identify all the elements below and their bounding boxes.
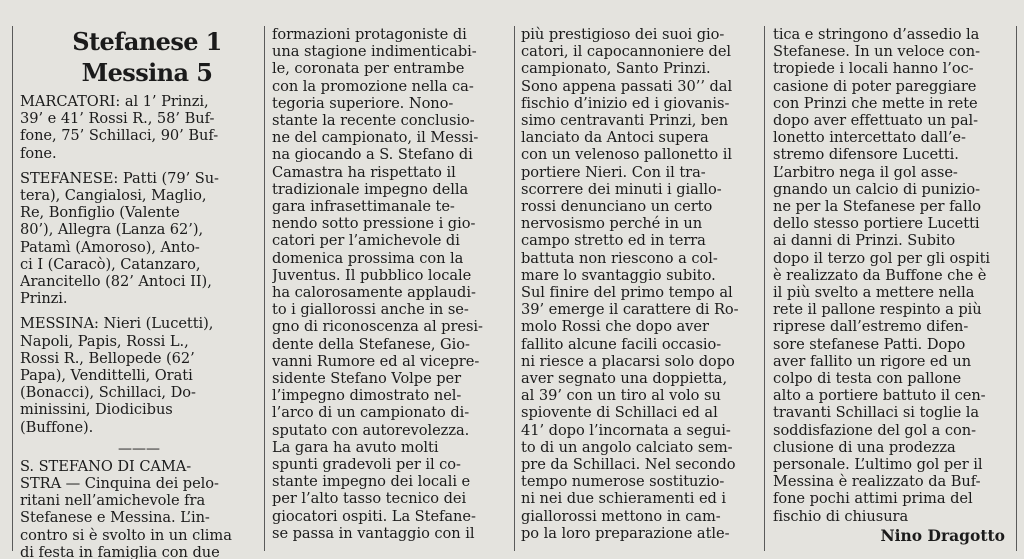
- author-signature: Nino Dragotto: [880, 525, 1005, 545]
- text-line: Stefanese. In un veloce con-: [773, 43, 980, 61]
- article-column-3: [521, 26, 757, 559]
- text-line: travanti Schillaci si toglie la: [773, 404, 980, 422]
- text-line: formazioni protagoniste di: [272, 26, 467, 43]
- text-line: aver segnato una doppietta,: [521, 370, 728, 388]
- text-line: L’arbitro nega il gol asse-: [773, 163, 958, 181]
- column-rule: [764, 26, 765, 551]
- text-line: fone pochi attimi prima del: [773, 490, 973, 508]
- text-line: STEFANESE: Patti (79’ Su-: [20, 169, 219, 187]
- text-line: tera), Cangialosi, Maglio,: [20, 187, 207, 205]
- text-line: per l’alto tasso tecnico dei: [272, 490, 467, 508]
- text-line: dello stesso portiere Lucetti: [773, 215, 980, 233]
- text-line: gara infrasettimanale te-: [272, 198, 455, 216]
- text-line: soddisfazione del gol a con-: [773, 421, 976, 439]
- text-line: tempo numerose sostituzio-: [521, 473, 725, 491]
- text-line: rossi denunciano un certo: [521, 198, 713, 216]
- text-line: di festa in famiglia con due: [20, 543, 220, 559]
- text-line: contro si è svolto in un clima: [20, 526, 232, 544]
- text-line: ha calorosamente applaudi-: [272, 284, 476, 302]
- text-line: portiere Nieri. Con il tra-: [521, 163, 706, 181]
- text-line: vanni Rumore ed al vicepre-: [272, 352, 480, 370]
- text-line: gno di riconoscenza al presi-: [272, 318, 483, 336]
- text-line: ne per la Stefanese per fallo: [773, 198, 982, 216]
- text-line: Prinzi.: [20, 290, 68, 308]
- text-line: (Bonacci), Schillaci, Do-: [20, 384, 196, 402]
- text-line: nervosismo perché in un: [521, 215, 703, 233]
- text-line: stante impegno dei locali e: [272, 473, 471, 491]
- text-line: nendo sotto pressione i gio-: [272, 215, 476, 233]
- text-line: scorrere dei minuti i giallo-: [521, 180, 722, 198]
- text-line: sidente Stefano Volpe per: [272, 370, 462, 388]
- text-line: Napoli, Papis, Rossi L.,: [20, 332, 189, 350]
- text-line: 80’), Allegra (Lanza 62’),: [20, 221, 204, 239]
- text-line: MARCATORI: al 1’ Prinzi,: [20, 93, 209, 110]
- headline: [20, 26, 258, 88]
- text-line: le, coronata per entrambe: [272, 60, 465, 78]
- text-line: campo stretto ed in terra: [521, 232, 706, 250]
- text-line: mare lo svantaggio subito.: [521, 266, 716, 284]
- text-line: Messina è realizzato da Buf-: [773, 473, 981, 491]
- text-line: sore stefanese Patti. Dopo: [773, 335, 966, 353]
- text-line: spunti gradevoli per il co-: [272, 456, 461, 474]
- text-line: La gara ha avuto molti: [272, 438, 439, 456]
- text-line: Juventus. Il pubblico locale: [272, 266, 472, 284]
- text-line: è realizzato da Buffone che è: [773, 266, 987, 284]
- text-line: Sul finire del primo tempo al: [521, 284, 733, 302]
- text-line: sputato con autorevolezza.: [272, 421, 470, 439]
- column-2-body: [272, 26, 509, 542]
- text-line: stante la recente conclusio-: [272, 112, 475, 130]
- text-line: dopo aver effettuato un pal-: [773, 112, 978, 130]
- text-line: lonetto intercettato dall’e-: [773, 129, 966, 147]
- text-line: ai danni di Prinzi. Subito: [773, 232, 956, 250]
- text-line: ni nei due schieramenti ed i: [521, 490, 727, 508]
- text-line: una stagione indimenticabi-: [272, 43, 477, 61]
- text-line: Patamì (Amoroso), Anto-: [20, 238, 200, 256]
- text-line: se passa in vantaggio con il: [272, 524, 475, 542]
- text-line: po la loro preparazione atle-: [521, 524, 730, 542]
- text-line: simo centravanti Prinzi, ben: [521, 112, 729, 130]
- text-line: aver fallito un rigore ed un: [773, 352, 972, 370]
- text-line: dopo il terzo gol per gli ospiti: [773, 249, 991, 267]
- text-line: (Buffone).: [20, 418, 94, 436]
- article-column-2: [272, 26, 509, 559]
- text-line: MESSINA: Nieri (Lucetti),: [20, 315, 214, 333]
- text-line: colpo di testa con pallone: [773, 370, 962, 388]
- column-1-body: [20, 93, 258, 559]
- text-line: battuta non riescono a col-: [521, 249, 718, 267]
- text-line: riprese dall’estremo difen-: [773, 318, 969, 336]
- text-line: al 39’ con un tiro al volo su: [521, 387, 721, 405]
- text-line: catori, il capocannoniere del: [521, 43, 732, 61]
- headline-away-score: Messina 5: [81, 58, 213, 87]
- text-line: il più svelto a mettere nella: [773, 284, 975, 302]
- text-line: STRA — Cinquina dei pelo-: [20, 475, 219, 493]
- text-line: tropiede i locali hanno l’oc-: [773, 60, 974, 78]
- text-line: Camastra ha rispettato il: [272, 163, 456, 181]
- text-line: l’arco di un campionato di-: [272, 404, 470, 422]
- article-column-4: [773, 26, 1009, 559]
- column-rule: [514, 26, 515, 551]
- text-line: clusione di una prodezza: [773, 438, 956, 456]
- text-line: na giocando a S. Stefano di: [272, 146, 473, 164]
- text-line: tegoria superiore. Nono-: [272, 94, 454, 112]
- text-line: dente della Stefanese, Gio-: [272, 335, 470, 353]
- text-line: to di un angolo calciato sem-: [521, 438, 733, 456]
- column-4-body: [773, 26, 1009, 525]
- text-line: stremo difensore Lucetti.: [773, 146, 959, 164]
- text-line: personale. L’ultimo gol per il: [773, 456, 983, 474]
- text-line: fallito alcune facili occasio-: [521, 335, 722, 353]
- text-line: campionato, Santo Prinzi.: [521, 60, 711, 78]
- text-line: ritani nell’amichevole fra: [20, 492, 206, 510]
- text-line: tradizionale impegno della: [272, 180, 469, 198]
- headline-home-score: Stefanese 1: [72, 27, 222, 56]
- text-line: giocatori ospiti. La Stefane-: [272, 507, 476, 525]
- text-line: fone.: [20, 144, 57, 162]
- text-line: Rossi R., Bellopede (62’: [20, 349, 195, 367]
- text-line: Papa), Vendittelli, Orati: [20, 367, 193, 385]
- text-line: rete il pallone respinto a più: [773, 301, 982, 319]
- column-3-body: [521, 26, 757, 542]
- text-line: catori per l’amichevole di: [272, 232, 460, 250]
- text-line: con un velenoso pallonetto il: [521, 146, 732, 164]
- section-separator: ———: [118, 440, 160, 457]
- text-line: fone, 75’ Schillaci, 90’ Buf-: [20, 127, 219, 145]
- text-line: Re, Bonfiglio (Valente: [20, 204, 180, 222]
- text-line: to i giallorossi anche in se-: [272, 301, 469, 319]
- text-line: Arancitello (82’ Antoci II),: [20, 273, 212, 291]
- text-line: Stefanese e Messina. L’in-: [20, 509, 210, 527]
- text-line: casione di poter pareggiare: [773, 77, 977, 95]
- text-line: fischio d’inizio ed i giovanis-: [521, 94, 730, 112]
- text-line: con Prinzi che mette in rete: [773, 94, 978, 112]
- article-column-1: [20, 26, 258, 559]
- column-rule: [264, 26, 265, 551]
- text-line: minissini, Diodicibus: [20, 401, 173, 419]
- text-line: ne del campionato, il Messi-: [272, 129, 479, 147]
- text-line: domenica prossima con la: [272, 249, 464, 267]
- text-line: gnando un calcio di punizio-: [773, 180, 980, 198]
- text-line: spiovente di Schillaci ed al: [521, 404, 718, 422]
- text-line: 39’ emerge il carattere di Ro-: [521, 301, 739, 319]
- column-rule: [1016, 26, 1017, 551]
- text-line: pre da Schillaci. Nel secondo: [521, 456, 736, 474]
- text-line: 41’ dopo l’incornata a segui-: [521, 421, 731, 439]
- text-line: alto a portiere battuto il cen-: [773, 387, 986, 405]
- column-rule: [12, 26, 13, 551]
- text-line: molo Rossi che dopo aver: [521, 318, 709, 336]
- text-line: con la promozione nella ca-: [272, 77, 474, 95]
- text-line: Sono appena passati 30’’ dal: [521, 77, 733, 95]
- text-line: lanciato da Antoci supera: [521, 129, 709, 147]
- text-line: più prestigioso dei suoi gio-: [521, 26, 725, 43]
- text-line: fischio di chiusura: [773, 507, 909, 525]
- text-line: ci I (Caracò), Catanzaro,: [20, 255, 201, 273]
- text-line: 39’ e 41’ Rossi R., 58’ Buf-: [20, 110, 215, 128]
- text-line: giallorossi mettono in cam-: [521, 507, 721, 525]
- text-line: l’impegno dimostrato nel-: [272, 387, 462, 405]
- text-line: ni riesce a placarsi solo dopo: [521, 352, 735, 370]
- text-line: S. STEFANO DI CAMA-: [20, 457, 192, 475]
- text-line: tica e stringono d’assedio la: [773, 26, 980, 43]
